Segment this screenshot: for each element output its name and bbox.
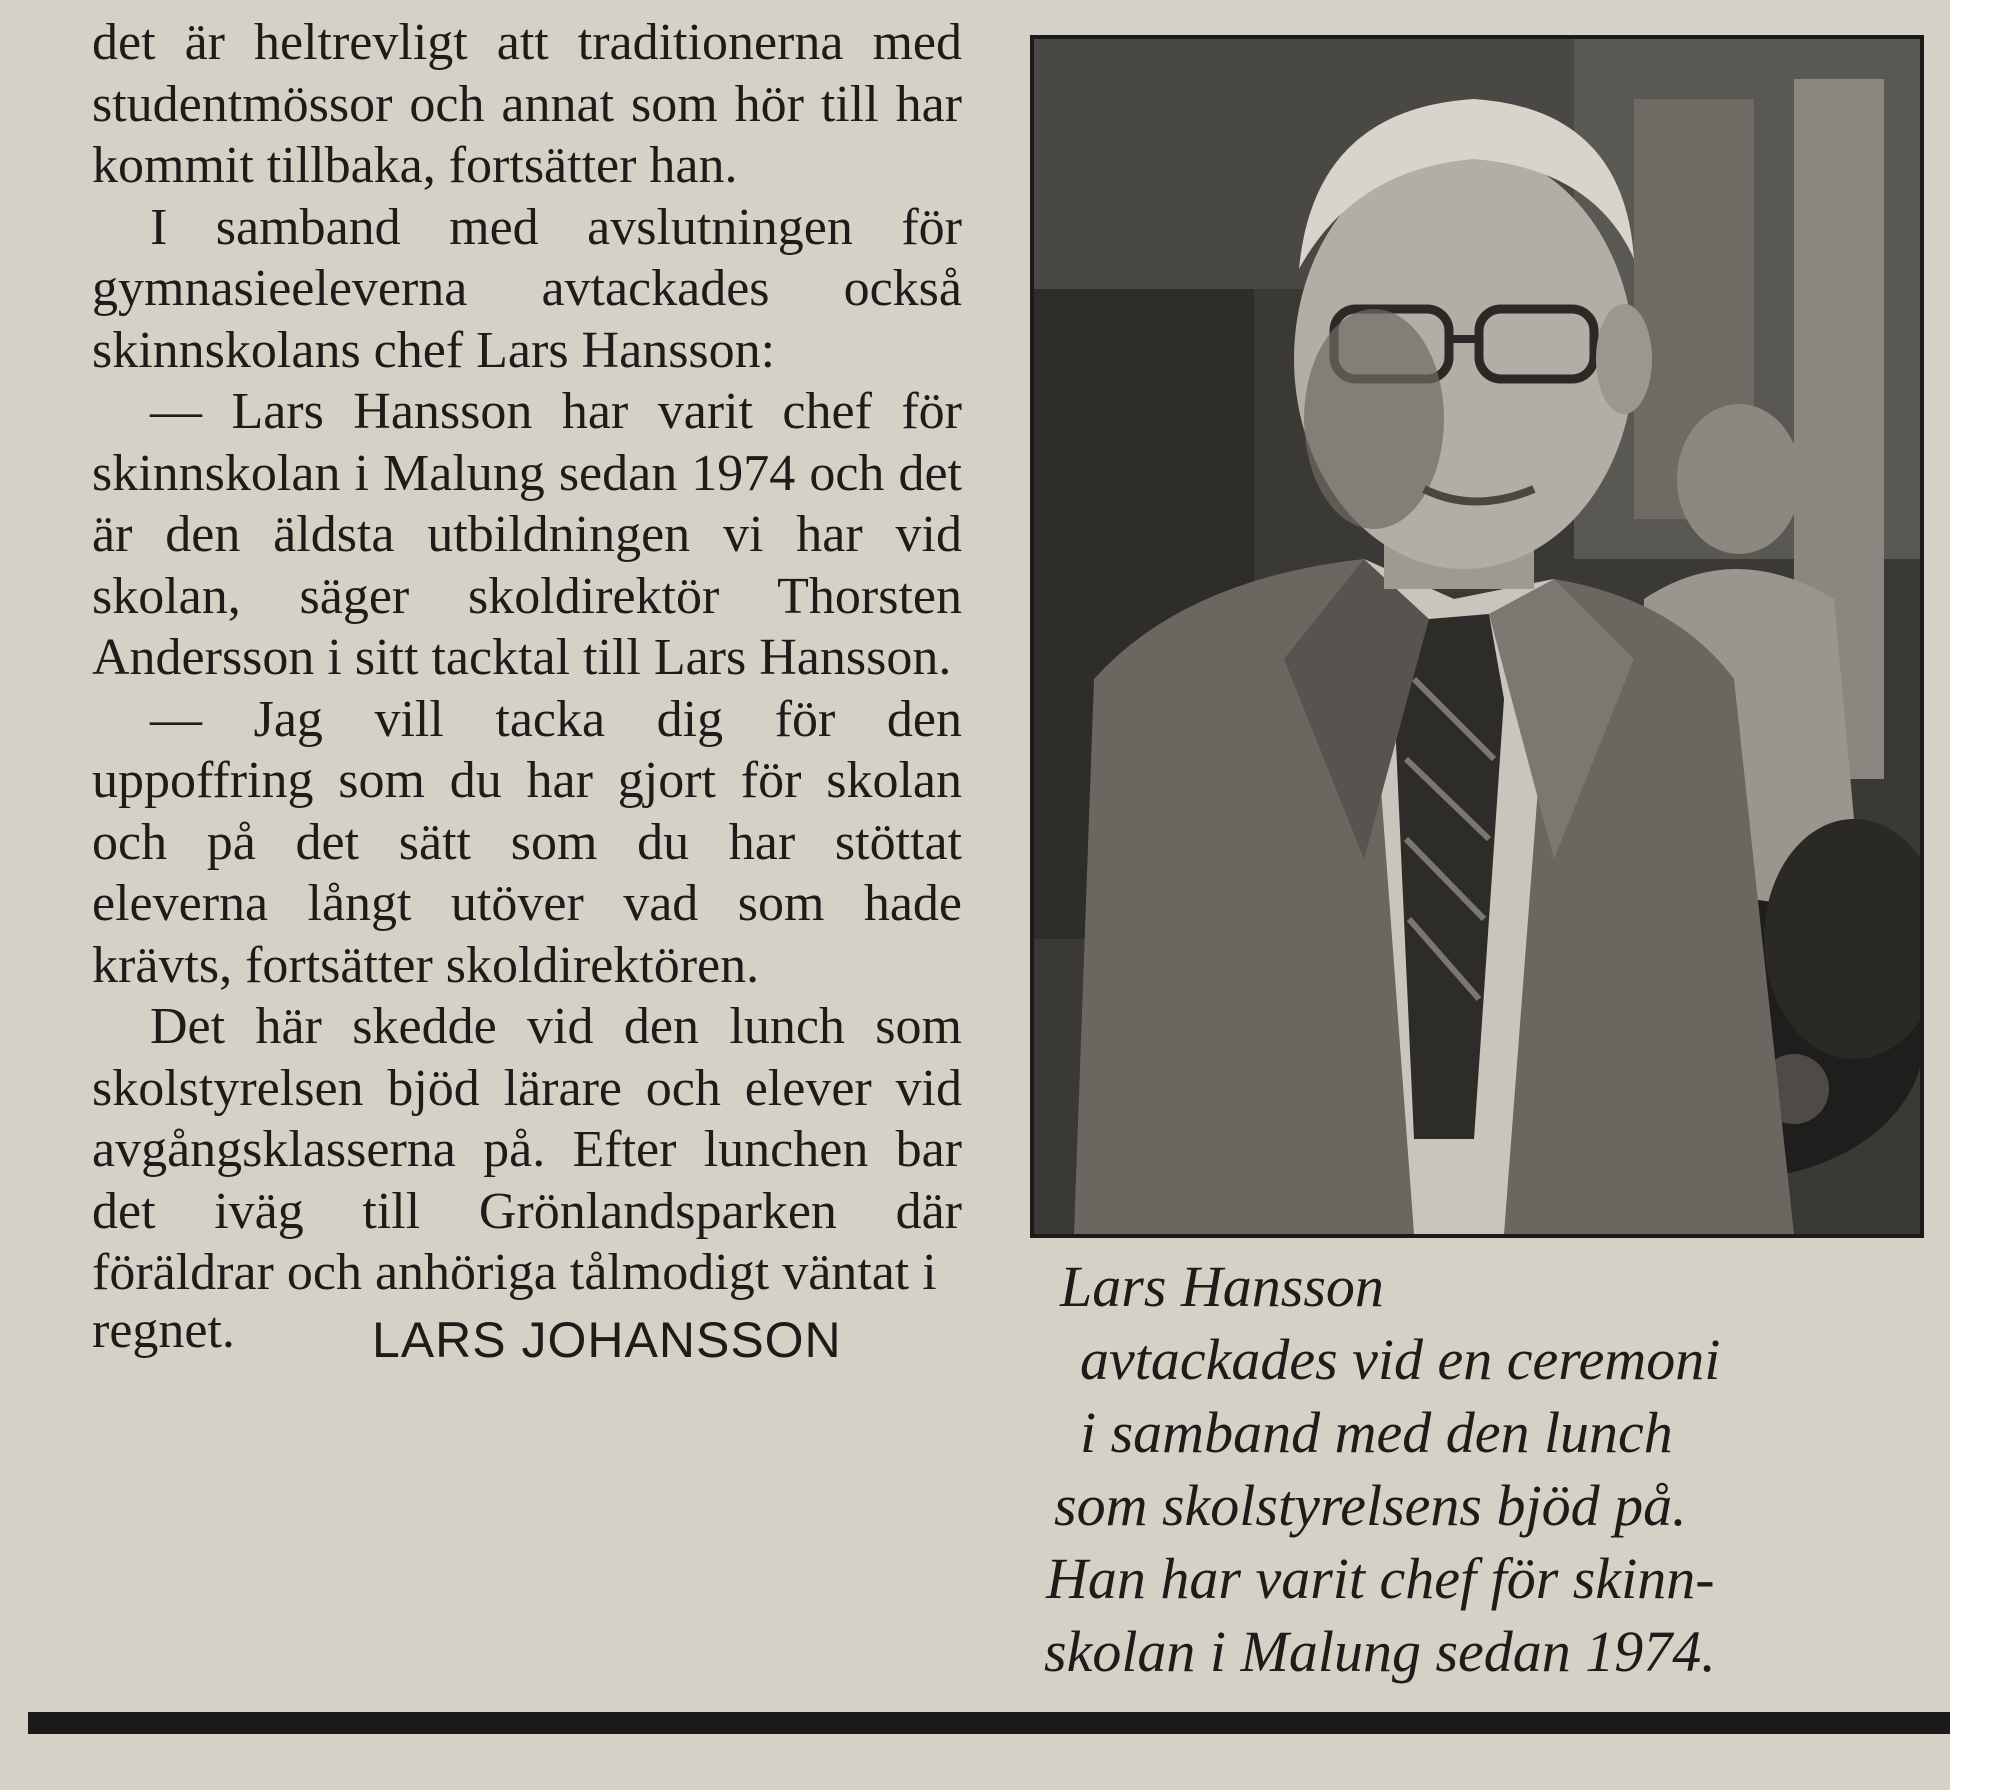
photo-caption: [1040, 1250, 1920, 1688]
article-paragraph: — Jag vill tacka dig för den uppoffring som du har gjort för skolan och på det sätt som du har stöttat eleverna långt utöver vad som hade krävts, fortsätter skoldirektören.: [92, 690, 962, 994]
caption-line: avtackades vid en ceremoni: [1080, 1327, 1721, 1392]
caption-line: Han har varit chef för skinn-: [1046, 1546, 1715, 1611]
article-paragraph: det är heltrevligt att traditionerna med studentmössor och annat som hör till har kommit tillbaka, fortsätter han.: [92, 14, 962, 194]
article-paragraph: I samband med avslutningen för gymnasieeleverna avtackades också skinnskolans chef Lars Hansson:: [92, 198, 962, 379]
author-byline: LARS JOHANSSON: [372, 1311, 842, 1368]
caption-line: som skolstyrelsens bjöd på.: [1054, 1473, 1687, 1538]
article-paragraph: Det här skedde vid den lunch som skolstyrelsen bjöd lärare och elever vid avgångsklasserna på. Efter lunchen bar det iväg till Grönlandsparken där föräldrar och anhöriga tålmodigt väntat i: [92, 998, 962, 1301]
article-last-word: regnet.: [92, 1301, 235, 1359]
article-column: [92, 12, 962, 1374]
portrait-photo: [1030, 35, 1924, 1238]
article-paragraph: — Lars Hansson har varit chef för skinnskolan i Malung sedan 1974 och det är den äldsta utbildningen vi har vid skolan, säger skoldirektör Thorsten Andersson i sitt tacktal till Lars Hansson.: [92, 383, 962, 686]
caption-line: skolan i Malung sedan 1974.: [1044, 1619, 1716, 1684]
caption-line: Lars Hansson: [1060, 1254, 1384, 1319]
article-closing: [92, 1301, 962, 1374]
bottom-rule: [28, 1712, 1992, 1734]
portrait-illustration: [1034, 39, 1920, 1234]
caption-line: i samband med den lunch: [1080, 1400, 1673, 1465]
clipping-edge: [1950, 0, 2000, 1790]
